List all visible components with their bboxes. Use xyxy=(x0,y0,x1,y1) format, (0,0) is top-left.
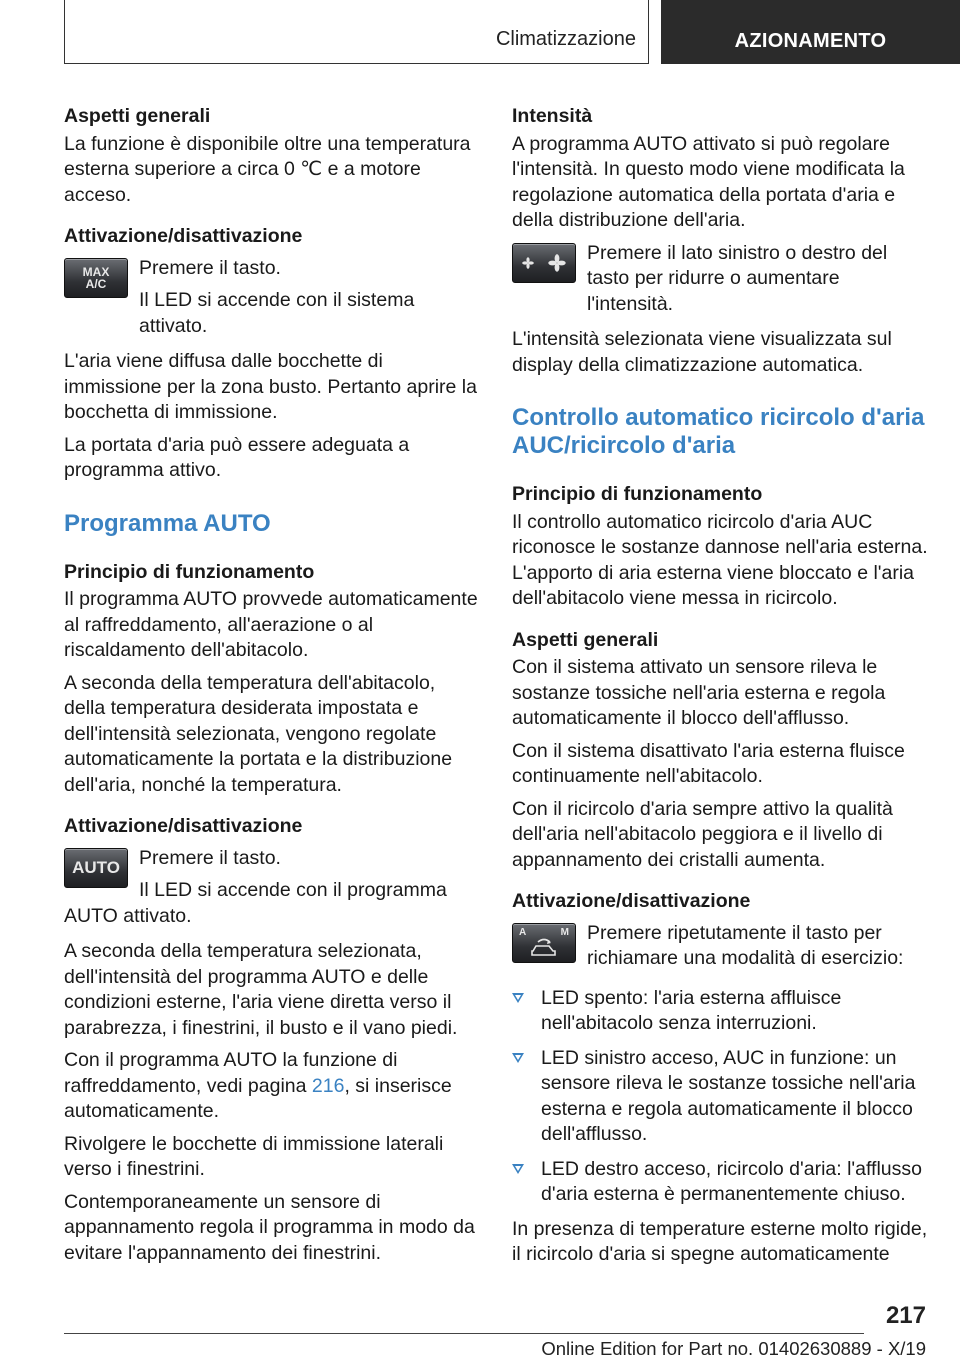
heading-general-auc: Aspetti generali xyxy=(512,628,659,651)
auc-key-a: A xyxy=(519,926,527,938)
paragraph-seconda2: A seconda della temperatura selezionata, dell'intensità del programma AUTO e delle condizioni esterne, l'aria viene diretta verso il parabrezza, i finestrini, il busto e il vano piedi. xyxy=(64,940,458,1039)
chapter-tab[interactable] xyxy=(661,0,960,64)
heading-activation-auc: Attivazione/disattivazione xyxy=(512,890,751,912)
paragraph-diffusa: L'aria viene diffusa dalle bocchette di immissione per la zona busto. Pertanto aprire la bocchetta di immissione. xyxy=(64,350,477,423)
auc-key-m: M xyxy=(560,926,569,938)
maxac-led-text: Il LED si accende con il sistema attivato. xyxy=(139,289,415,337)
heading-principio: Principio di funzionamento xyxy=(64,560,315,583)
paragraph-principio: Il programma AUTO provvede automaticamente al raffreddamento, all'aerazione o al riscaldamento dell'abitacolo. xyxy=(64,588,478,661)
auc-instruction xyxy=(512,921,928,972)
paragraph-contemporaneamente: Contemporaneamente un sensore di appannamento regola il programma in modo da evitare l'appannamento dei finestrini. xyxy=(64,1190,475,1264)
paragraph-gen3: Con il ricircolo d'aria sempre attivo la qualità dell'aria nell'abitacolo peggiora e il livello di appannamento dei cristalli aumenta. xyxy=(512,797,893,871)
auc-press-text: Premere ripetutamente il tasto per richiamare una modalità di esercizio: xyxy=(587,921,904,969)
triangle-bullet-icon xyxy=(512,1053,524,1063)
list-item-text: LED sinistro acceso, AUC in funzione: un sensore rileva le sostanze tossiche nell'aria esterna e regola automaticamente il blocco dell'afflusso. xyxy=(541,1046,916,1145)
fan-small-icon xyxy=(522,257,534,269)
auto-key-label: AUTO xyxy=(72,857,120,877)
paragraph-visualizzata: L'intensità selezionata viene visualizzata sul display della climatizzazione automatica. xyxy=(512,328,892,376)
paragraph-rigide: In presenza di temperature esterne molto rigide, il ricircolo d'aria si spegne automaticamente xyxy=(512,1217,928,1265)
auc-mode-list xyxy=(512,986,928,1208)
section-title: Climatizzazione xyxy=(495,28,636,50)
edition-footer: Online Edition for Part no. 01402630889 - X/19 xyxy=(541,1338,926,1359)
heading-intensita: Intensità xyxy=(512,105,593,127)
fan-intensity-button-icon xyxy=(512,243,576,283)
heading-programma-auto: Programma AUTO xyxy=(64,509,271,537)
auto-button-icon xyxy=(64,848,128,888)
paragraph-general: La funzione è disponibile oltre una temperatura esterna superiore a circa 0 ℃ e a motore acceso. xyxy=(64,132,471,206)
triangle-bullet-icon xyxy=(512,993,524,1003)
auto-led-text-a: Il LED si accende con il programma xyxy=(139,879,447,901)
list-item xyxy=(512,986,928,1037)
fan-instruction xyxy=(512,241,928,318)
heading-principio-auc: Principio di funzionamento xyxy=(512,483,763,505)
paragraph-rivolgere: Rivolgere le bocchette di immissione laterali verso i finestrini. xyxy=(64,1132,444,1180)
triangle-bullet-icon xyxy=(512,1164,524,1174)
fan-press-text: Premere il lato sinistro o destro del tasto per ridurre o aumentare l'intensità. xyxy=(587,241,888,315)
left-column xyxy=(64,104,480,1273)
maxac-press-text: Premere il tasto. xyxy=(139,256,281,279)
max-ac-key-line2: A/C xyxy=(85,276,107,291)
heading-activation: Attivazione/disattivazione xyxy=(64,225,303,247)
paragraph-portata: La portata d'aria può essere adeguata a programma attivo. xyxy=(64,433,410,481)
raff-text-post: , si inserisce automaticamente. xyxy=(64,1074,452,1122)
paragraph-gen1: Con il sistema attivato un sensore rileva le sostanze tossiche nell'aria esterna e regola automaticamente il blocco dell'afflusso. xyxy=(512,656,886,729)
paragraph-intensita: A programma AUTO attivato si può regolare l'intensità. In questo modo viene modificata la regolazione automatica della portata d'aria e della distribuzione dell'aria. xyxy=(512,132,905,231)
page-number: 217 xyxy=(885,1302,926,1329)
right-column xyxy=(512,104,928,1275)
car-recirculation-icon xyxy=(529,938,559,958)
max-ac-key-line1: MAX xyxy=(82,264,110,279)
paragraph-seconda: A seconda della temperatura dell'abitacolo, della temperatura desiderata impostata e dell'intensità selezionata, vengono regolate automaticamente la portata e la distribuzione dell'aria, nonché la temperatura. xyxy=(64,671,453,796)
fan-large-icon xyxy=(548,254,566,272)
heading-general: Aspetti generali xyxy=(64,105,211,127)
footer-divider xyxy=(64,1333,864,1334)
heading-activation-auto: Attivazione/disattivazione xyxy=(64,815,303,837)
heading-auc: Controllo automatico ricircolo d'aria AUC/ricircolo d'aria xyxy=(512,404,925,459)
auto-instruction xyxy=(64,846,480,930)
raff-text-pre: Con il programma AUTO la funzione di raffreddamento, vedi pagina xyxy=(64,1049,398,1097)
auto-led-text-b: AUTO attivato. xyxy=(64,904,192,927)
paragraph-principio-auc: Il controllo automatico ricircolo d'aria AUC riconosce le sostanze dannose nell'aria esterna. L'apporto di aria esterna viene bloccato e l'aria dell'abitacolo viene messa in ricircolo. xyxy=(512,510,928,609)
page-link-216[interactable]: 216 xyxy=(311,1074,345,1097)
list-item-text: LED spento: l'aria esterna affluisce nell'abitacolo senza interruzioni. xyxy=(541,986,842,1034)
list-item xyxy=(512,1046,928,1148)
list-item-text: LED destro acceso, ricircolo d'aria: l'afflusso d'aria esterna è permanentemente chiuso. xyxy=(541,1157,923,1205)
auto-press-text: Premere il tasto. xyxy=(139,846,281,869)
max-ac-button-icon xyxy=(64,258,128,298)
paragraph-gen2: Con il sistema disattivato l'aria esterna fluisce continuamente nell'abitacolo. xyxy=(512,739,905,787)
chapter-tab-label: AZIONAMENTO xyxy=(734,30,887,52)
auc-recirculation-button-icon xyxy=(512,923,576,963)
maxac-instruction xyxy=(64,256,480,340)
list-item xyxy=(512,1157,928,1208)
paragraph-raffreddamento xyxy=(64,1048,480,1125)
